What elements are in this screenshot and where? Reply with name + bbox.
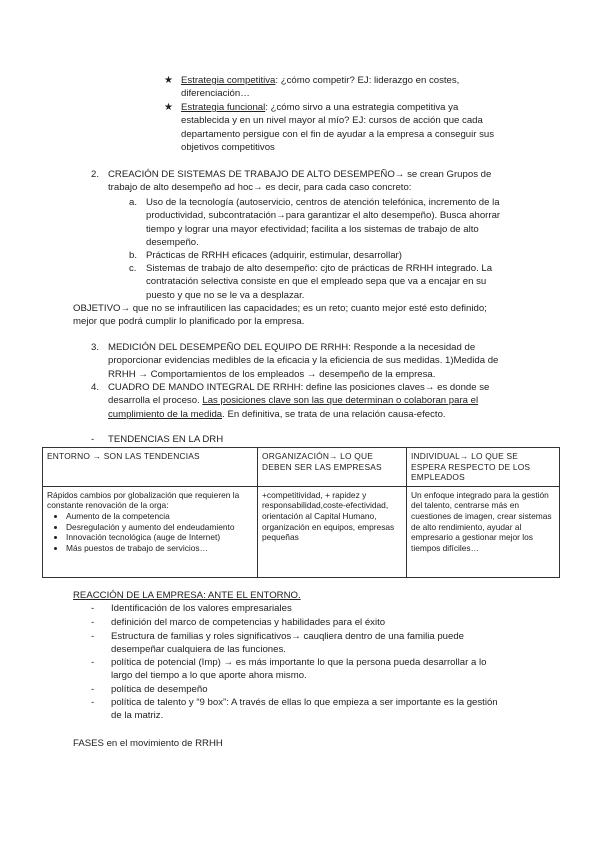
- item-a-line3: tiempo y lograr una mayor efectividad; facilita a los sistemas de trabajo de alto: [146, 223, 479, 235]
- reaction-item-line: de la matriz.: [111, 710, 164, 722]
- reaction-item-line: desempeñar cualquiera de las funciones.: [111, 644, 286, 656]
- reaction-title: REACCIÓN DE LA EMPRESA: ANTE EL ENTORNO.: [73, 590, 301, 601]
- trends-header-row: [43, 448, 560, 487]
- section-4-line3-plain: . En definitiva, se trata de una relación causa-efecto.: [222, 408, 446, 420]
- section-3-line3: RRHH → Comportamientos de los empleados → desempeño de la empresa.: [108, 368, 436, 380]
- item-b: [146, 249, 566, 262]
- reaction-item-line: definición del marco de competencias y habilidades para el éxito: [111, 617, 386, 628]
- section-4-line2-plain: desarrolla el proceso.: [108, 395, 203, 407]
- reaction-item-line: Identificación de los valores empresariales: [111, 603, 292, 614]
- dash-icon: -: [91, 617, 95, 628]
- item-a-letter: a.: [129, 197, 138, 208]
- section-4-line1: CUADRO DE MANDO INTEGRAL DE RRHH: define las posiciones claves→ es donde se: [108, 382, 490, 393]
- item-c-line3: puesto y que no se le va a desplazar.: [146, 289, 305, 301]
- strategy-functional-line4: objetivos competitivos: [181, 142, 275, 154]
- reaction-item-line: política de desempeño: [111, 684, 208, 695]
- trends-header-organization: ORGANIZACIÓN→ LO QUE DEBEN SER LAS EMPRESAS: [258, 448, 407, 487]
- section-2-line1: CREACIÓN DE SISTEMAS DE TRABAJO DE ALTO DESEMPEÑO→ se crean Grupos de: [108, 169, 492, 180]
- reaction-item: [111, 630, 571, 657]
- trends-header-environment: ENTORNO → SON LAS TENDENCIAS: [43, 448, 258, 487]
- reaction-item-line: política de potencial (Imp) → es más importante lo que la persona pueda desarrollar a lo: [111, 657, 487, 668]
- reaction-item: [111, 683, 571, 696]
- item-a-line1: Uso de la tecnología (autoservicio, centros de atención telefónica, incremento de la: [146, 197, 500, 208]
- objective-line1: OBJETIVO→ que no se infrautilicen las capacidades; es un reto; cuanto mejor esté esto definido;: [73, 303, 487, 314]
- trends-cell-organization: +competitividad, + rapidez y responsabilidad,coste-efectividad, orientación al Capital Humano, organización en equipos, empresas pequeñas: [258, 486, 407, 577]
- reaction-item-line: política de talento y “9 box”: A través de ellas lo que empieza a ser importante es la gestión: [111, 697, 498, 708]
- trends-cell-individual: Un enfoque integrado para la gestión del talento, centrarse más en cuestiones de imagen, crear sistemas de alto rendimiento, ayudar al empresario a gestionar mejor los tiempos difíciles…: [407, 486, 560, 577]
- section-3-line2: proporcionar evidencias medibles de la eficacia y la eficiencia de sus medidas. 1)Medida de: [108, 355, 499, 367]
- dash-icon: -: [91, 631, 95, 642]
- reaction-item-line: Estructura de familias y roles significativos→ cauqliera dentro de una familia puede: [111, 631, 465, 642]
- objective-paragraph: [73, 302, 573, 329]
- section-3: [108, 341, 573, 381]
- item-c-letter: c.: [129, 263, 137, 274]
- reaction-item: [111, 616, 571, 629]
- item-b-line1: Prácticas de RRHH eficaces (adquirir, estimular, desarrollar): [146, 250, 402, 261]
- strategy-competitive-line2: diferenciación…: [181, 88, 250, 100]
- section-4-number: 4.: [91, 382, 100, 393]
- objective-line2: mejor que podrá cumplir lo planificado por la empresa.: [73, 316, 305, 328]
- dash-icon: -: [91, 434, 95, 445]
- strategy-functional-line3: departamento persigue con el fin de ayudar a la empresa a conseguir sus: [181, 128, 495, 140]
- strategy-competitive: [181, 74, 561, 101]
- item-c: [146, 262, 566, 302]
- strategy-functional-title: Estrategia funcional: [181, 102, 266, 113]
- section-4-line2-underlined: Las posiciones clave son las que determinan o colaboran para el: [202, 395, 479, 407]
- item-c-line1: Sistemas de trabajo de alto desempeño: cjto de prácticas de RRHH integrado. La: [146, 263, 493, 274]
- section-3-line1: MEDICIÓN DEL DESEMPEÑO DEL EQUIPO DE RRHH: Responde a la necesidad de: [108, 342, 476, 353]
- section-3-number: 3.: [91, 342, 100, 353]
- trends-environment-list: [47, 511, 253, 553]
- dash-icon: -: [91, 603, 95, 614]
- reaction-item: [111, 696, 571, 723]
- trends-header-individual: INDIVIDUAL→ LO QUE SE ESPERA RESPECTO DE LOS EMPLEADOS: [407, 448, 560, 487]
- item-a-line4: desempeño.: [146, 237, 199, 249]
- reaction-item: [111, 602, 571, 615]
- reaction-item: [111, 656, 571, 683]
- strategy-functional-line1: : ¿cómo sirvo a una estrategia competitiva ya: [265, 102, 459, 113]
- section-2-heading: [108, 168, 568, 195]
- reaction-item-line: largo del tiempo a lo que aporte ahora mismo.: [111, 670, 307, 682]
- star-icon: ★: [164, 102, 173, 113]
- section-2-line2: trabajo de alto desempeño ad hoc→ es decir, para cada caso concreto:: [108, 182, 412, 194]
- trends-title: TENDENCIAS EN LA DRH: [108, 434, 224, 445]
- item-a-line2: productividad, subcontratación→para garantizar el alto desempeño). Busca ahorrar: [146, 210, 501, 222]
- strategy-functional-line2: establecida y en un nivel mayor al mío? EJ: cursos de acción que cada: [181, 115, 483, 127]
- section-4: [108, 381, 573, 421]
- item-c-line2: contratación selectiva consiste en que el empleado sepa que va a encajar en su: [146, 276, 487, 288]
- list-item: • Desregulación y aumento del endeudamiento: [66, 522, 253, 533]
- star-icon: ★: [164, 75, 173, 86]
- dash-icon: -: [91, 684, 95, 695]
- list-item: • Más puestos de trabajo de servicios…: [66, 543, 253, 554]
- list-item: • Innovación tecnológica (auge de Internet): [66, 532, 253, 543]
- section-4-line3-underlined: cumplimiento de la medida: [108, 408, 223, 420]
- strategy-functional: [181, 101, 561, 155]
- phases-title: FASES en el movimiento de RRHH: [73, 738, 223, 749]
- item-a: [146, 196, 566, 250]
- trends-environment-intro: Rápidos cambios por globalización que requieren la constante renovación de la orga:: [47, 489, 240, 511]
- list-item: • Aumento de la competencia: [66, 511, 253, 522]
- trends-body-row: [43, 486, 560, 577]
- trends-table: [42, 447, 560, 578]
- dash-icon: -: [91, 697, 95, 708]
- item-b-letter: b.: [129, 250, 138, 261]
- strategy-competitive-line1: : ¿cómo competir? EJ: liderazgo en costes,: [275, 75, 460, 86]
- section-2-number: 2.: [91, 169, 100, 180]
- trends-cell-environment: [43, 486, 258, 577]
- dash-icon: -: [91, 657, 95, 668]
- strategy-competitive-title: Estrategia competitiva: [181, 75, 276, 86]
